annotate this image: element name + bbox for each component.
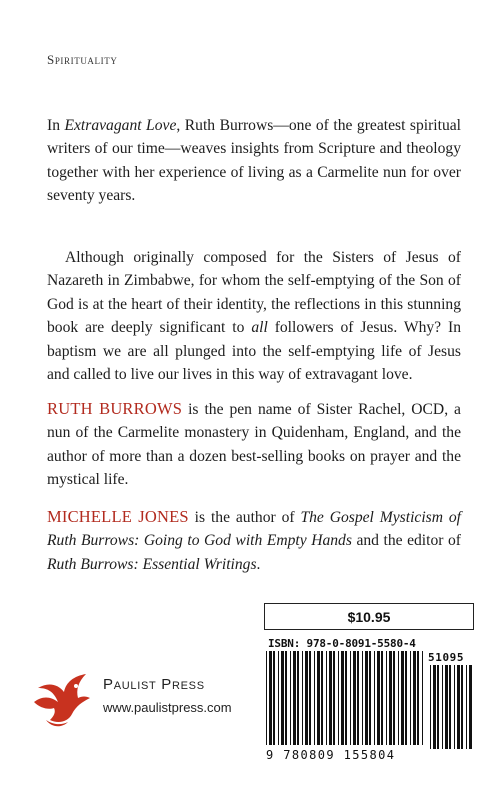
barcode-bar xyxy=(321,651,323,745)
barcode-bar xyxy=(297,651,299,745)
isbn-number: ISBN: 978-0-8091-5580-4 xyxy=(268,637,416,650)
editor-bio-text: is the author of xyxy=(188,509,301,526)
barcode-bar xyxy=(338,651,339,745)
barcode-bar xyxy=(350,651,351,745)
editor-bio-text-2: and the editor of xyxy=(351,532,461,550)
barcode-bar xyxy=(326,651,327,745)
barcode-bar xyxy=(398,651,399,745)
barcode-bar xyxy=(345,651,347,745)
intro-lead: In xyxy=(47,117,65,134)
barcode-bar xyxy=(437,665,439,749)
barcode-addon: 51095 xyxy=(428,651,465,664)
description-paragraph xyxy=(47,246,461,386)
editor-bio-end: . xyxy=(256,555,261,573)
barcode-bar xyxy=(305,651,308,745)
price-box xyxy=(264,603,474,630)
paulist-press-logo xyxy=(28,662,94,728)
barcode-bar xyxy=(410,651,411,745)
barcode-bar xyxy=(445,665,448,749)
barcode-bar xyxy=(341,651,344,745)
barcode-bar xyxy=(449,665,451,749)
barcode-bar xyxy=(293,651,296,745)
editor-name: MICHELLE JONES xyxy=(47,507,189,526)
barcode-bar xyxy=(405,651,407,745)
editor-bio xyxy=(47,505,461,576)
category-label: Spirituality xyxy=(47,52,118,67)
barcode-bar xyxy=(290,651,291,745)
barcode-bar xyxy=(278,651,279,745)
author-bio xyxy=(47,397,461,492)
author-bio-text: is the pen name of Sister Rachel, OCD, a nun of the Carmelite monastery in Quidenham, England, and the author of more than a dozen best-selling books on prayer and the mystical life. xyxy=(47,401,461,489)
intro-text: , Ruth Burrows—one of the greatest spiritual writers of our time—weaves insights from Scripture and theology together with her experience of living as a Carmelite nun for over seventy years. xyxy=(47,117,461,205)
description-text: Although originally composed for the Sisters of Jesus of Nazareth in Zimbabwe, for whom the self-emptying of the Son of God is at the heart of their identity, the reflections in this stunning book are deeply significant to xyxy=(47,249,461,337)
barcode-bar xyxy=(281,651,284,745)
barcode-image xyxy=(264,651,476,749)
barcode-bar xyxy=(369,651,371,745)
barcode-bar xyxy=(317,651,320,745)
barcode-bar xyxy=(302,651,303,745)
barcode-bar xyxy=(273,651,275,745)
barcode-bar xyxy=(430,665,431,749)
barcode-bar xyxy=(329,651,332,745)
barcode-bar xyxy=(269,651,272,745)
barcode-bar xyxy=(362,651,363,745)
barcode-bar xyxy=(413,651,416,745)
barcode-bar xyxy=(442,665,443,749)
barcode-bar xyxy=(357,651,359,745)
barcode-bar xyxy=(314,651,315,745)
barcode-bar xyxy=(401,651,404,745)
barcode-bar xyxy=(457,665,460,749)
description-emphasis: all xyxy=(251,319,268,337)
book-title: Extravagant Love xyxy=(64,117,177,134)
barcode-bar xyxy=(374,651,375,745)
barcode-bar xyxy=(417,651,419,745)
barcode-bar xyxy=(386,651,387,745)
description-text-end: followers of Jesus. Why? In baptism we are all plunged into the self-emptying life of Jesus and called to live our lives in this way of extravagant love. xyxy=(47,319,461,384)
publisher-url[interactable]: www.paulistpress.com xyxy=(103,700,232,715)
barcode-bar xyxy=(422,651,423,745)
author-name: RUTH BURROWS xyxy=(47,399,183,418)
barcode-bar xyxy=(333,651,335,745)
editor-book-title-2: Ruth Burrows: Essential Writings xyxy=(47,555,257,573)
barcode-bar xyxy=(266,651,267,745)
barcode-bar xyxy=(389,651,392,745)
barcode-bar xyxy=(309,651,311,745)
barcode-bar xyxy=(365,651,368,745)
barcode-bar xyxy=(393,651,395,745)
barcode-bar xyxy=(466,665,467,749)
barcode-bar xyxy=(454,665,455,749)
price: $10.95 xyxy=(347,608,391,625)
barcode-bar xyxy=(433,665,436,749)
barcode-bar xyxy=(381,651,383,745)
editor-book-title: The Gospel Mysticism of Ruth Burrows: Going to God with Empty Hands xyxy=(47,509,461,550)
intro-paragraph xyxy=(47,114,461,208)
barcode-bar xyxy=(353,651,356,745)
barcode-digits: 9 780809 155804 xyxy=(266,748,396,762)
barcode-bar xyxy=(377,651,380,745)
barcode-bar xyxy=(461,665,463,749)
barcode-bar xyxy=(285,651,287,745)
barcode-bar xyxy=(469,665,472,749)
publisher-name: Paulist Press xyxy=(103,676,205,693)
